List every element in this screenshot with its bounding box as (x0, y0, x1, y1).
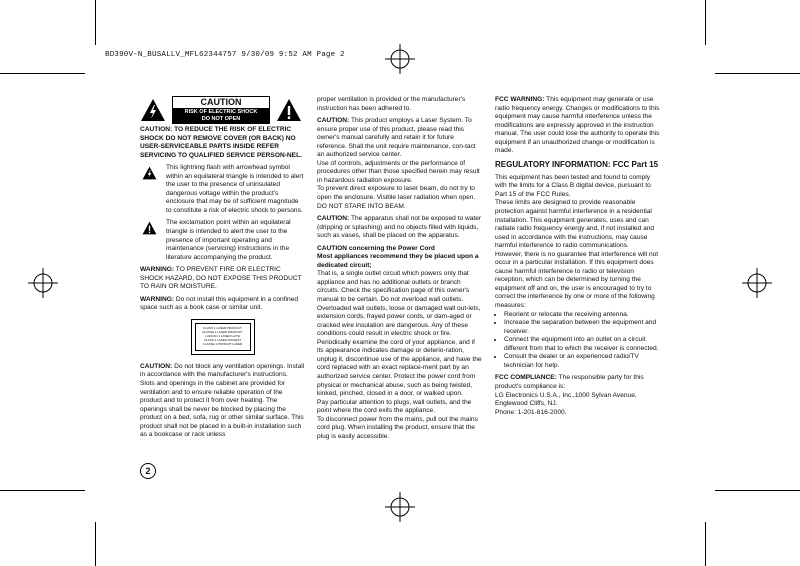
beam-text: To prevent direct exposure to laser beam, do not try to open the enclosure. Visible laser radiation when open. DO NOT STARE INTO BEAM. (317, 185, 476, 210)
print-slug: BD390V-N_BUSALLV_MFL62344757 9/30/09 9:52 AM Page 2 (105, 51, 345, 59)
crop-mark (95, 0, 96, 45)
list-item: • Connect the equipment into an outlet on a circuit different from that to which the receiver is connected. (504, 336, 661, 353)
regulatory-text: These limits are designed to provide reasonable protection against harmful interference in a residential installation. This equipment generates, uses and can radiate radio frequency energy and, if not installed and used in accordance with the instructions, may cause harmful interference to radio communications. (495, 199, 655, 250)
crop-mark (705, 522, 706, 566)
address-line: Englewood Cliffs, NJ. (495, 400, 558, 408)
laser-label-line: KLASS 1 LASER APPARAT (203, 337, 242, 342)
laser-label-line: LUOKAN 1 LASER LAITE (205, 333, 240, 338)
lightning-description: This lightning flash with arrowhead symbol within an equilateral triangle is intended to alert the user to the presence of uninsulated dangerous voltage within the product's enclosure that may be of sufficient magnitude to constitute a risk of electric shock to persons. (166, 164, 304, 214)
registration-mark-icon (385, 492, 415, 522)
column-middle (317, 96, 483, 445)
caution-line: DO NOT OPEN (201, 115, 241, 122)
crop-mark (715, 73, 800, 74)
regulatory-text: However, there is no guarantee that interference will not occur in a particular installation. If this equipment does cause harmful interference to radio or television reception, which can be determined by turning the equipment off and on, the user is encouraged to try to correct the interference by one or more of the following measures: (495, 250, 659, 310)
phone-number: Phone: 1-201-816-2000. (495, 408, 567, 416)
address-line: LG Electronics U.S.A., Inc.,1000 Sylvan Avenue, (495, 391, 637, 399)
power-cord-heading: CAUTION concerning the Power Cord Most appliances recommend they be placed upon a dedicated circuit; (317, 244, 479, 269)
lightning-triangle-icon (142, 166, 157, 180)
crop-mark (705, 0, 706, 45)
crop-mark (0, 73, 85, 74)
exclamation-triangle-icon (142, 221, 157, 235)
registration-mark-icon (742, 268, 772, 298)
laser-caution: CAUTION: This product employs a Laser System. To ensure proper use of this product, please read this owner's manual carefully and retain it for future reference. Shall the unit require maintenance, con-tact an authorized service center. (317, 117, 476, 159)
column-right (495, 96, 661, 417)
lightning-warning-icon (140, 98, 166, 122)
measures-list (495, 311, 661, 371)
power-plug-text: Pay particular attention to plugs, wall outlets, and the point where the cord exits the appliance. (317, 398, 472, 415)
water-caution: CAUTION: The apparatus shall not be exposed to water (dripping or splashing) and no objects filled with liquids, such as vases, shall be placed on the apparatus. (317, 215, 482, 240)
crop-mark (95, 522, 96, 566)
caution-line: RISK OF ELECTRIC SHOCK (184, 109, 258, 115)
power-cord-text: That is, a single outlet circuit which powers only that appliance and has no additional outlets or branch circuits. Check the specification page of this owner's manual to be certain. Do not overload wall outlets. Overloaded wall outlets, loose or damaged wall out-lets, extension cords, frayed power cords, or dam-aged or cracked wire insulation are dangerous. Any of these conditions could result in electric shock or fire. Periodically examine the cord of your appliance, and if its appearance indicates damage or deterio-ration, unplug it, discontinue use of the appliance, and have the cord replaced with an exact replace-ment part by an authorized service center. Protect the power cord from physical or mechanical abuse, such as being twisted, kinked, pinched, closed in a door, or walked upon. (317, 270, 482, 398)
laser-label-line: CLASS 1 LASER PRODUCT (203, 325, 242, 330)
exclamation-warning-icon (276, 98, 302, 122)
list-item: • Increase the separation between the equipment and receiver. (504, 319, 661, 336)
list-item: • Reorient or relocate the receiving antenna. (504, 311, 661, 320)
caution-label-box (172, 96, 270, 124)
slots-text: Slots and openings in the cabinet are provided for ventilation and to ensure reliable operation of the product and to protect it from over heating. The openings shall be never be blocked by placing the product on a bed, sofa, rug or other similar surface. This product shall not be placed in a built-in installation such as a bookcase or rack unless (140, 380, 304, 439)
caution-ventilation: CAUTION: Do not block any ventilation openings. Install in accordance with the manufacturer's instructions. (140, 362, 305, 379)
laser-label-line: KLASSE 1 LASER PRODUKT (202, 329, 243, 334)
page-number: 2 (140, 463, 156, 479)
warning-confined-space: WARNING: Do not install this equipment in a confined space such as a book case or similar unit. (140, 295, 298, 312)
registration-mark-icon (385, 44, 415, 74)
regulatory-heading: REGULATORY INFORMATION: FCC Part 15 (495, 159, 659, 169)
crop-mark (715, 490, 800, 491)
caution-title: CAUTION (200, 97, 242, 107)
fcc-compliance: FCC COMPLIANCE: The responsible party for this product's compliance is: (495, 374, 644, 390)
regulatory-text: This equipment has been tested and found to comply with the limits for a Class B digital device, pursuant to Part 15 of the FCC Rules. (495, 173, 651, 198)
crop-mark (0, 490, 85, 491)
controls-text: Use of controls, adjustments or the performance of procedures other than those specified herein may result in hazardous radiation exposure. (317, 159, 480, 184)
exclamation-description: The exclamation point within an equilateral triangle is intended to alert the user to the presence of important operating and maintenance (servicing) instructions in the literature accompanying the product. (166, 219, 291, 261)
laser-class-label (191, 319, 255, 355)
fcc-warning: FCC WARNING: This equipment may generate or use radio frequency energy. Changes or modifications to this equipment may cause harmful interference unless the modifications are expressly approved in the instruction manual. The user could lose the authority to operate this equipment if an unauthorized change or modification is made. (495, 96, 660, 155)
warning-moisture: WARNING: TO PREVENT FIRE OR ELECTRIC SHOCK HAZARD, DO NOT EXPOSE THIS PRODUCT TO RAIN OR MOISTURE. (140, 266, 302, 291)
laser-label-line: CLASSE 1 PRODUIT LASER (202, 341, 243, 346)
caution-shock-text: CAUTION: TO REDUCE THE RISK OF ELECTRIC SHOCK DO NOT REMOVE COVER (OR BACK) NO USER-SERVICEABLE PARTS INSIDE REFER SERVICING TO QUALIFIED SERVICE PERSON-NEL. (140, 126, 302, 159)
power-disconnect-text: To disconnect power from the mains, pull out the mains cord plug. When installing the product, ensure that the plug is easily accessible. (317, 415, 478, 440)
registration-mark-icon (28, 268, 58, 298)
column-left (140, 96, 305, 444)
list-item: • Consult the dealer or an experienced radio/TV technician for help. (504, 353, 661, 370)
ventilation-continued: proper ventilation is provided or the manufacturer's instruction has been adhered to. (317, 96, 466, 112)
